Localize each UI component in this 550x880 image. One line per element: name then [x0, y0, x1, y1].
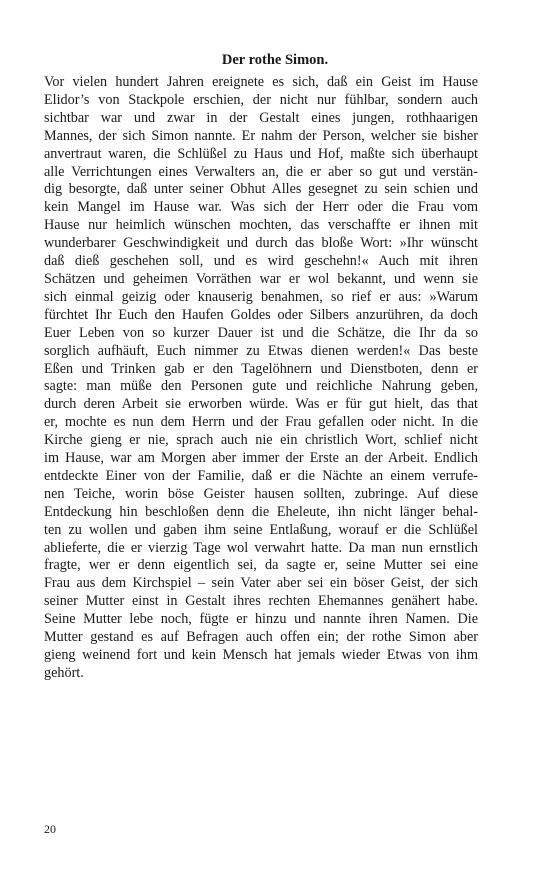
text-line: Vor vielen hundert Jahren ereignete es sich, daß ein Geist im Hause — [44, 74, 478, 90]
text-line: fürchtet Ihr Euch den Haufen Goldes oder Silbers anzurühren, da doch — [44, 306, 478, 323]
text-line: nen Teiche, worin böse Geister hausen sollten, zubringe. Auf diese — [44, 485, 478, 502]
text-line: sichtbar war und zwar in der Gestalt eines jungen, rothhaarigen — [44, 109, 478, 126]
text-line: Eßen und Trinken gab er den Tagelöhnern und Dienstboten, denn er — [44, 360, 478, 377]
text-line: Frau aus dem Kirchspiel – sein Vater aber sei ein böser Geist, der sich — [44, 575, 478, 592]
text-line: Entdeckung hin beschloßen denn die Eheleute, ihn nicht länger behal- — [44, 503, 478, 520]
text-line: Euer Leben von so kurzer Dauer ist und die Schätze, die Ihr da so — [44, 324, 478, 341]
text-line: seiner Mutter einst in Gestalt ihres rechten Ehemannes genähert habe. — [44, 593, 478, 610]
text-line: Elidor’s von Stackpole erschien, der nicht nur fühlbar, sondern auch — [44, 91, 478, 108]
text-line: kein Mangel im Hause war. Was sich der Herr oder die Frau vom — [44, 199, 478, 216]
text-line: sich einmal geizig oder knauserig benahmen, so rief er aus: »Warum — [44, 288, 478, 305]
text-line: entdeckte Einer von der Familie, daß er die Nächte an einem verrufe- — [44, 467, 478, 484]
text-line: anvertraut waren, die Schlüßel zu Haus und Hof, maßte sich überhaupt — [44, 145, 478, 162]
text-line: daß dieß geschehen soll, und es wird geschehn!« Auch mit ihren — [44, 253, 478, 270]
text-line: im Hause, war am Morgen aber immer der Erste an der Arbeit. Endlich — [44, 450, 478, 467]
chapter-title: Der rothe Simon. — [221, 52, 329, 68]
text-line: Mannes, der sich Simon nannte. Er nahm der Person, welcher sie bisher — [44, 127, 478, 144]
text-line: Schätzen und geheimen Vorräthen war er wol bekannt, und wenn sie — [44, 270, 478, 287]
page-number: 20 — [44, 822, 56, 836]
body-text — [44, 74, 478, 683]
text-line: gehört. — [44, 664, 84, 681]
text-line: gieng weinend fort und kein Mensch hat jemals wieder Etwas von ihm — [44, 647, 478, 663]
text-line: sorglich aufhäuft, Euch nimmer zu Etwas dienen werden!« Das beste — [44, 342, 478, 359]
text-line: Mutter gestand es auf Befragen auch offen ein; der rothe Simon aber — [44, 629, 478, 646]
text-line: Seine Mutter lebe noch, fügte er hinzu und nannte ihren Namen. Die — [44, 611, 478, 628]
text-line: sagte: man müße den Personen gute und reichliche Nahrung geben, — [44, 378, 478, 395]
text-line: alle Verrichtungen eines Verwalters an, die er aber so gut und verstän- — [44, 163, 478, 180]
text-line: Hause nur heimlich wünschen mochten, das verschaffte er ihnen mit — [44, 217, 478, 234]
text-line: durch deren Arbeit sie erworben würde. Was er für gut hielt, das that — [44, 396, 478, 413]
text-line: fragte, wer er denn eigentlich sei, da sagte er, seine Mutter sei eine — [44, 557, 478, 574]
text-line: ablieferte, die er vierzig Tage wol verwahrt hatte. Da man nun ernstlich — [44, 539, 478, 556]
text-line: wunderbarer Geschwindigkeit und durch das bloße Wort: »Ihr wünscht — [44, 235, 478, 252]
text-line: er, mochte es nun dem Herrn und der Frau gefallen oder nicht. In die — [44, 414, 478, 431]
text-line: Kirche gieng er nie, sprach auch nie ein christlich Wort, schlief nicht — [44, 432, 478, 449]
text-line: dig besorgte, daß unter seiner Obhut Alles gesegnet zu sein schien und — [44, 181, 478, 198]
text-line: ten zu wollen und gaben ihm seine Entlaßung, worauf er die Schlüßel — [44, 521, 478, 538]
